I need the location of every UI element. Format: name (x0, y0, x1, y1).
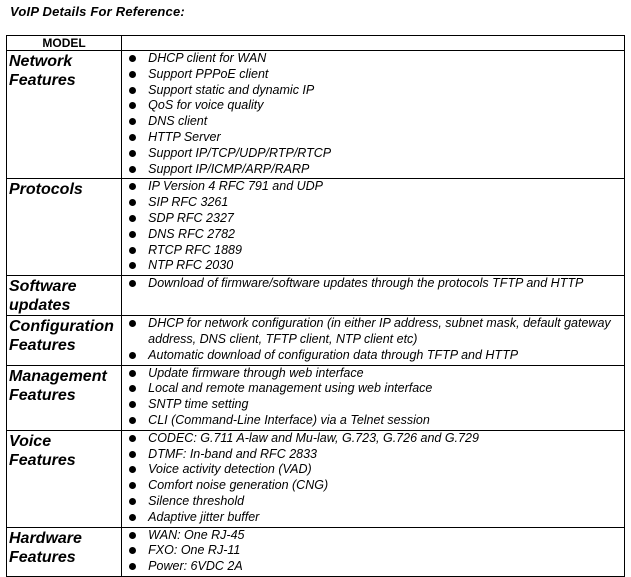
bullet-icon (129, 352, 136, 359)
list-item-text: FXO: One RJ-11 (148, 543, 241, 558)
voip-details-table-body (7, 36, 625, 577)
list-item-text: Download of firmware/software updates through the protocols TFTP and HTTP (148, 276, 584, 291)
list-item (122, 543, 624, 559)
bullet-icon (129, 87, 136, 94)
section-label-line: Management (9, 367, 107, 385)
list-item-text: DHCP for network configuration (in either IP address, subnet mask, default gateway address, DNS client, TFTP client, NTP client etc) (148, 316, 611, 346)
bullet-icon (129, 563, 136, 570)
section-label-cell (7, 527, 122, 576)
bullet-icon (129, 166, 136, 173)
bullet-icon (129, 231, 136, 238)
list-item (122, 431, 624, 447)
list-item-text: Support PPPoE client (148, 66, 269, 81)
section-items-cell (122, 365, 625, 430)
list-item-text: Adaptive jitter buffer (148, 509, 260, 524)
bullet-icon (129, 417, 136, 424)
bullet-icon (129, 498, 136, 505)
table-row (7, 365, 625, 430)
list-item (122, 179, 624, 195)
list-item-text: Silence threshold (148, 493, 245, 508)
bullet-icon (129, 199, 136, 206)
feature-list (122, 179, 624, 275)
model-header-blank-cell (122, 36, 625, 51)
list-item-text: DNS client (148, 114, 208, 129)
list-item-text: Voice activity detection (VAD) (148, 462, 312, 477)
list-item-text: Comfort noise generation (CNG) (148, 478, 329, 493)
list-item-text: SNTP time setting (148, 397, 249, 412)
list-item-text: WAN: One RJ-45 (148, 527, 245, 542)
list-item-text: Local and remote management using web interface (148, 381, 433, 396)
bullet-icon (129, 514, 136, 521)
document-title: VoIP Details For Reference: (10, 4, 185, 19)
list-item (122, 478, 624, 494)
list-item (122, 243, 624, 259)
list-item (122, 510, 624, 526)
list-item (122, 211, 624, 227)
bullet-icon (129, 547, 136, 554)
bullet-icon (129, 370, 136, 377)
section-label-line: updates (9, 297, 71, 315)
feature-list (122, 528, 624, 576)
section-items-cell (122, 527, 625, 576)
list-item (122, 397, 624, 413)
list-item (122, 528, 624, 544)
bullet-icon (129, 482, 136, 489)
list-item-text: CODEC: G.711 A-law and Mu-law, G.723, G.726 and G.729 (148, 430, 479, 445)
list-item (122, 316, 624, 348)
bullet-icon (129, 532, 136, 539)
list-item-text: DNS RFC 2782 (148, 226, 236, 241)
list-item (122, 162, 624, 178)
list-item-text: DHCP client for WAN (148, 51, 267, 65)
bullet-icon (129, 118, 136, 125)
section-items-cell (122, 430, 625, 527)
list-item (122, 366, 624, 382)
list-item (122, 83, 624, 99)
feature-list (122, 276, 624, 293)
list-item (122, 114, 624, 130)
section-items-cell (122, 51, 625, 179)
section-label-cell (7, 316, 122, 365)
model-header-label: MODEL (42, 36, 86, 50)
section-label-line: Network (9, 53, 73, 70)
section-label-cell (7, 365, 122, 430)
section-label-cell (7, 179, 122, 276)
list-item (122, 462, 624, 478)
bullet-icon (129, 215, 136, 222)
list-item (122, 381, 624, 397)
voip-details-table (6, 35, 625, 577)
feature-list (122, 366, 624, 430)
feature-list (122, 316, 624, 364)
section-label-cell (7, 430, 122, 527)
bullet-icon (129, 55, 136, 62)
table-row (7, 179, 625, 276)
section-label-line: Protocols (9, 181, 83, 199)
list-item-text: QoS for voice quality (148, 98, 264, 113)
list-item-text: RTCP RFC 1889 (148, 242, 242, 257)
section-label-line: Features (9, 72, 76, 89)
list-item-text: CLI (Command-Line Interface) via a Telnet session (148, 412, 430, 427)
list-item-text: Support static and dynamic IP (148, 82, 315, 97)
bullet-icon (129, 134, 136, 141)
list-item (122, 195, 624, 211)
section-label-line: Software (9, 278, 77, 296)
bullet-icon (129, 385, 136, 392)
table-row (7, 316, 625, 365)
list-item (122, 276, 624, 292)
section-label-cell (7, 51, 122, 179)
list-item (122, 447, 624, 463)
list-item (122, 146, 624, 162)
bullet-icon (129, 466, 136, 473)
bullet-icon (129, 401, 136, 408)
section-label-line: Features (9, 451, 76, 469)
list-item-text: IP Version 4 RFC 791 and UDP (148, 179, 324, 194)
list-item (122, 413, 624, 429)
list-item (122, 348, 624, 364)
list-item-text: Support IP/TCP/UDP/RTP/RTCP (148, 145, 332, 160)
list-item (122, 227, 624, 243)
section-items-cell (122, 316, 625, 365)
table-row (7, 51, 625, 179)
list-item (122, 130, 624, 146)
list-item-text: Support IP/ICMP/ARP/RARP (148, 161, 310, 176)
table-row (7, 276, 625, 316)
list-item (122, 98, 624, 114)
feature-list (122, 431, 624, 527)
section-label-cell (7, 276, 122, 316)
section-label-line: Features (9, 386, 76, 404)
feature-list (122, 51, 624, 178)
section-label-line: Features (9, 337, 76, 355)
section-items-cell (122, 276, 625, 316)
section-items-cell (122, 179, 625, 276)
list-item (122, 494, 624, 510)
list-item-text: HTTP Server (148, 129, 221, 144)
section-label-line: Hardware (9, 529, 82, 547)
bullet-icon (129, 150, 136, 157)
list-item-text: Power: 6VDC 2A (148, 559, 243, 574)
section-label-line: Features (9, 548, 76, 566)
bullet-icon (129, 435, 136, 442)
section-label-line: Voice (9, 432, 52, 450)
bullet-icon (129, 280, 136, 287)
list-item-text: DTMF: In-band and RFC 2833 (148, 446, 317, 461)
list-item (122, 51, 624, 67)
list-item-text: Automatic download of configuration data through TFTP and HTTP (148, 347, 519, 362)
bullet-icon (129, 183, 136, 190)
bullet-icon (129, 102, 136, 109)
model-header-cell (7, 36, 122, 51)
bullet-icon (129, 71, 136, 78)
bullet-icon (129, 262, 136, 269)
table-row (7, 430, 625, 527)
bullet-icon (129, 247, 136, 254)
list-item-text: SIP RFC 3261 (148, 195, 229, 210)
section-label-line: Configuration (9, 318, 114, 336)
list-item-text: Update firmware through web interface (148, 365, 364, 380)
list-item (122, 67, 624, 83)
list-item (122, 559, 624, 575)
list-item (122, 258, 624, 274)
table-header-row (7, 36, 625, 51)
list-item-text: SDP RFC 2327 (148, 210, 234, 225)
list-item-text: NTP RFC 2030 (148, 258, 234, 273)
table-row (7, 527, 625, 576)
bullet-icon (129, 320, 136, 327)
bullet-icon (129, 451, 136, 458)
